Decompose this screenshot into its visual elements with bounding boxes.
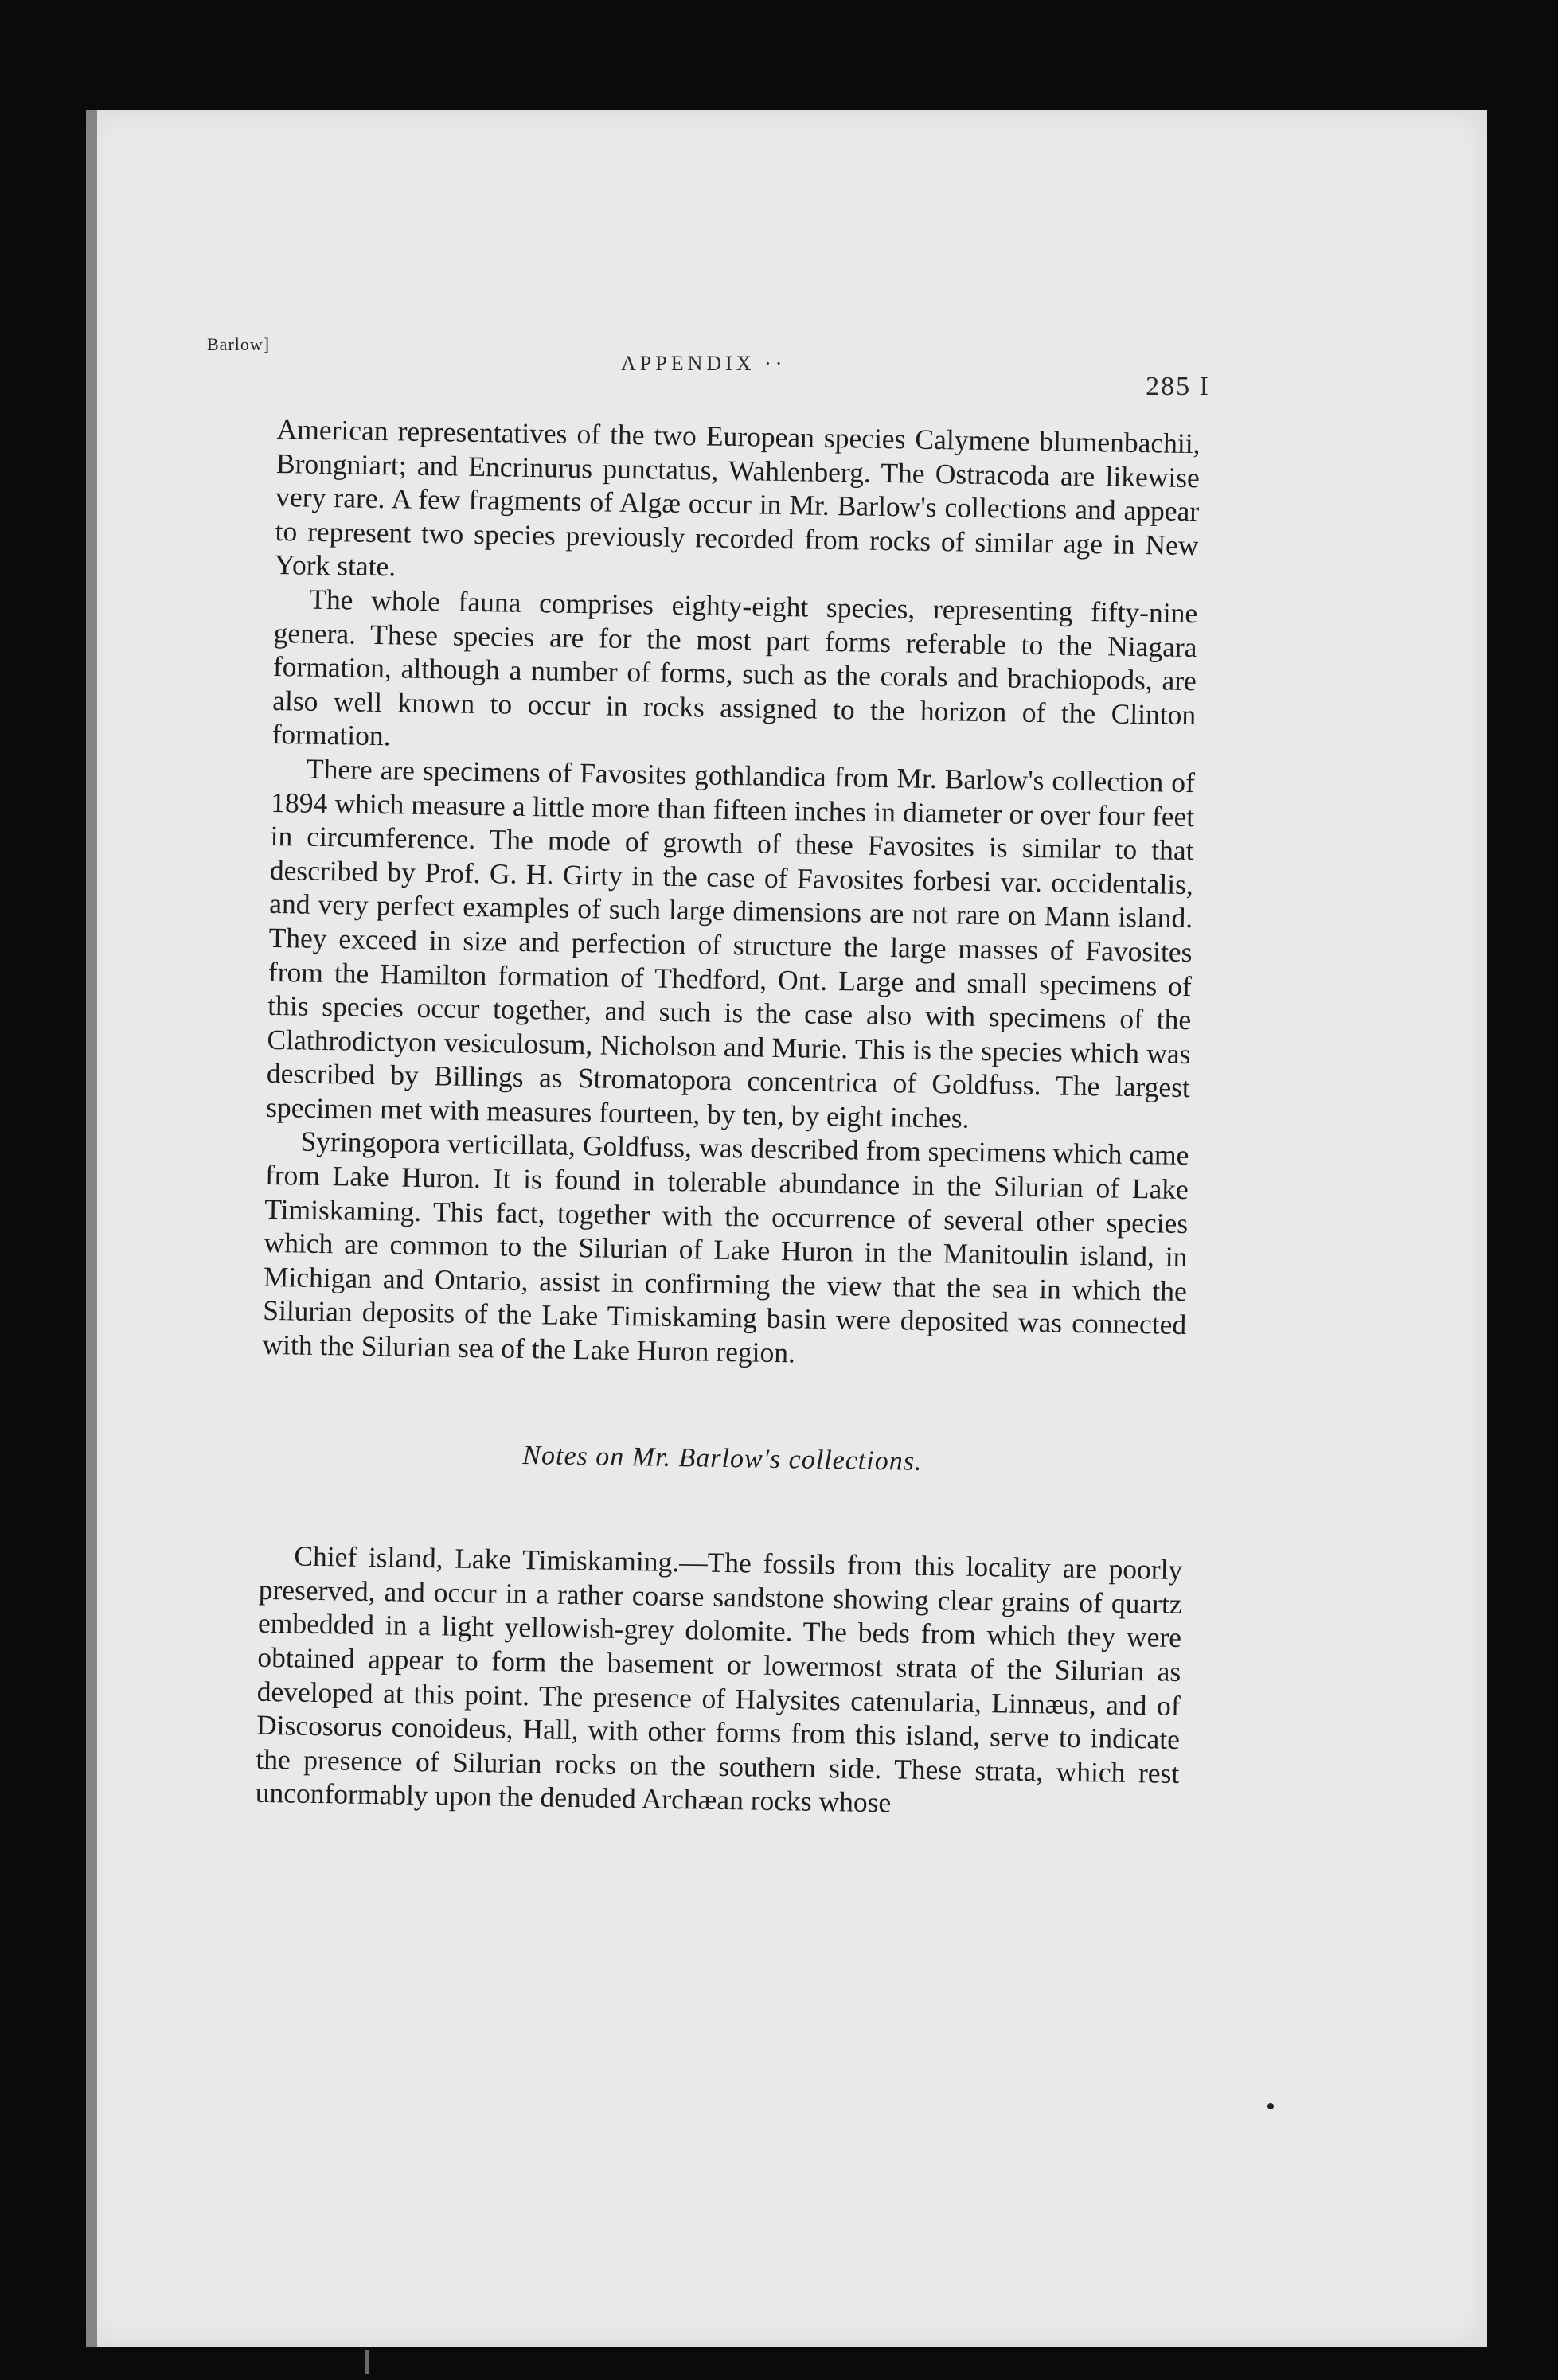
paragraph-favosites: There are specimens of Favosites gothlandica from Mr. Barlow's collection of 1894 which measure a little more than fifteen inches in diameter or over four feet in circumference. The mode of growth of these Favosites is similar to that described by Prof. G. H. Girty in the case of Favosites forbesi var. occidentalis, and very perfect examples of such large dimensions are not rare on Mann island. They exceed in size and perfection of structure the large masses of Favosites from the Hamilton formation of Thedford, Ont. Large and small specimens of this species occur together, and such is the case also with specimens of the Clathrodictyon vesiculosum, Nicholson and Murie. This is the species which was described by Billings as Stromatopora concentrica of Goldfuss. The largest specimen met with measures fourteen, by ten, by eight inches.: [265, 752, 1196, 1134]
running-head: Barlow]: [207, 334, 271, 354]
scan-mark: [365, 2350, 369, 2374]
paragraph-fauna: The whole fauna comprises eighty-eight species, representing fifty-nine genera. These species are for the most part forms referable to the Niagara formation, although a number of forms, such as the corals and brachiopods, are also well known to occur in rocks assigned to the horizon of the Clinton formation.: [271, 583, 1198, 752]
body-text: [255, 412, 1200, 1824]
paragraph-chief-island: Chief island, Lake Timiskaming.—The fossils from this locality are poorly preserved, and occur in a rather coarse sandstone showing clear grains of quartz embedded in a light yellowish-grey dolomite. The beds from which they were obtained appear to form the basement or lowermost strata of the Silurian as developed at this point. The presence of Halysites catenularia, Linnæus, and of Discosorus conoideus, Hall, with other forms from this island, serve to indicate the presence of Silurian rocks on the southern side. These strata, which rest unconformably upon the denuded Archæan rocks whose: [255, 1539, 1183, 1819]
paragraph-syringopora: Syringopora verticillata, Goldfuss, was described from specimens which came from Lake Huron. It is found in tolerable abundance in the Silurian of Lake Timiskaming. This fact, together with the occurrence of several other species which are common to the Silurian of Lake Huron in the Manitoulin island, in Michigan and Ontario, assist in confirming the view that the sea in which the Silurian deposits of the Lake Timiskaming basin were deposited was connected with the Silurian sea of the Lake Huron region.: [262, 1126, 1189, 1369]
scan-speck: [1267, 2103, 1274, 2109]
section-subheading: Notes on Mr. Barlow's collections.: [522, 1440, 923, 1477]
page-header: [207, 328, 1210, 401]
page-number: 285 I: [1146, 372, 1210, 401]
paragraph-algae: American representatives of the two European species Calymene blumenbachii, Brongniart; and Encrinurus punctatus, Wahlenberg. The Ostracoda are likewise very rare. A few fragments of Algæ occur in Mr. Barlow's collections and appear to represent two species previously recorded from rocks of similar age in New York state.: [274, 412, 1201, 583]
section-title: APPENDIX ··: [621, 352, 787, 375]
page-binding-edge: [86, 110, 97, 2347]
